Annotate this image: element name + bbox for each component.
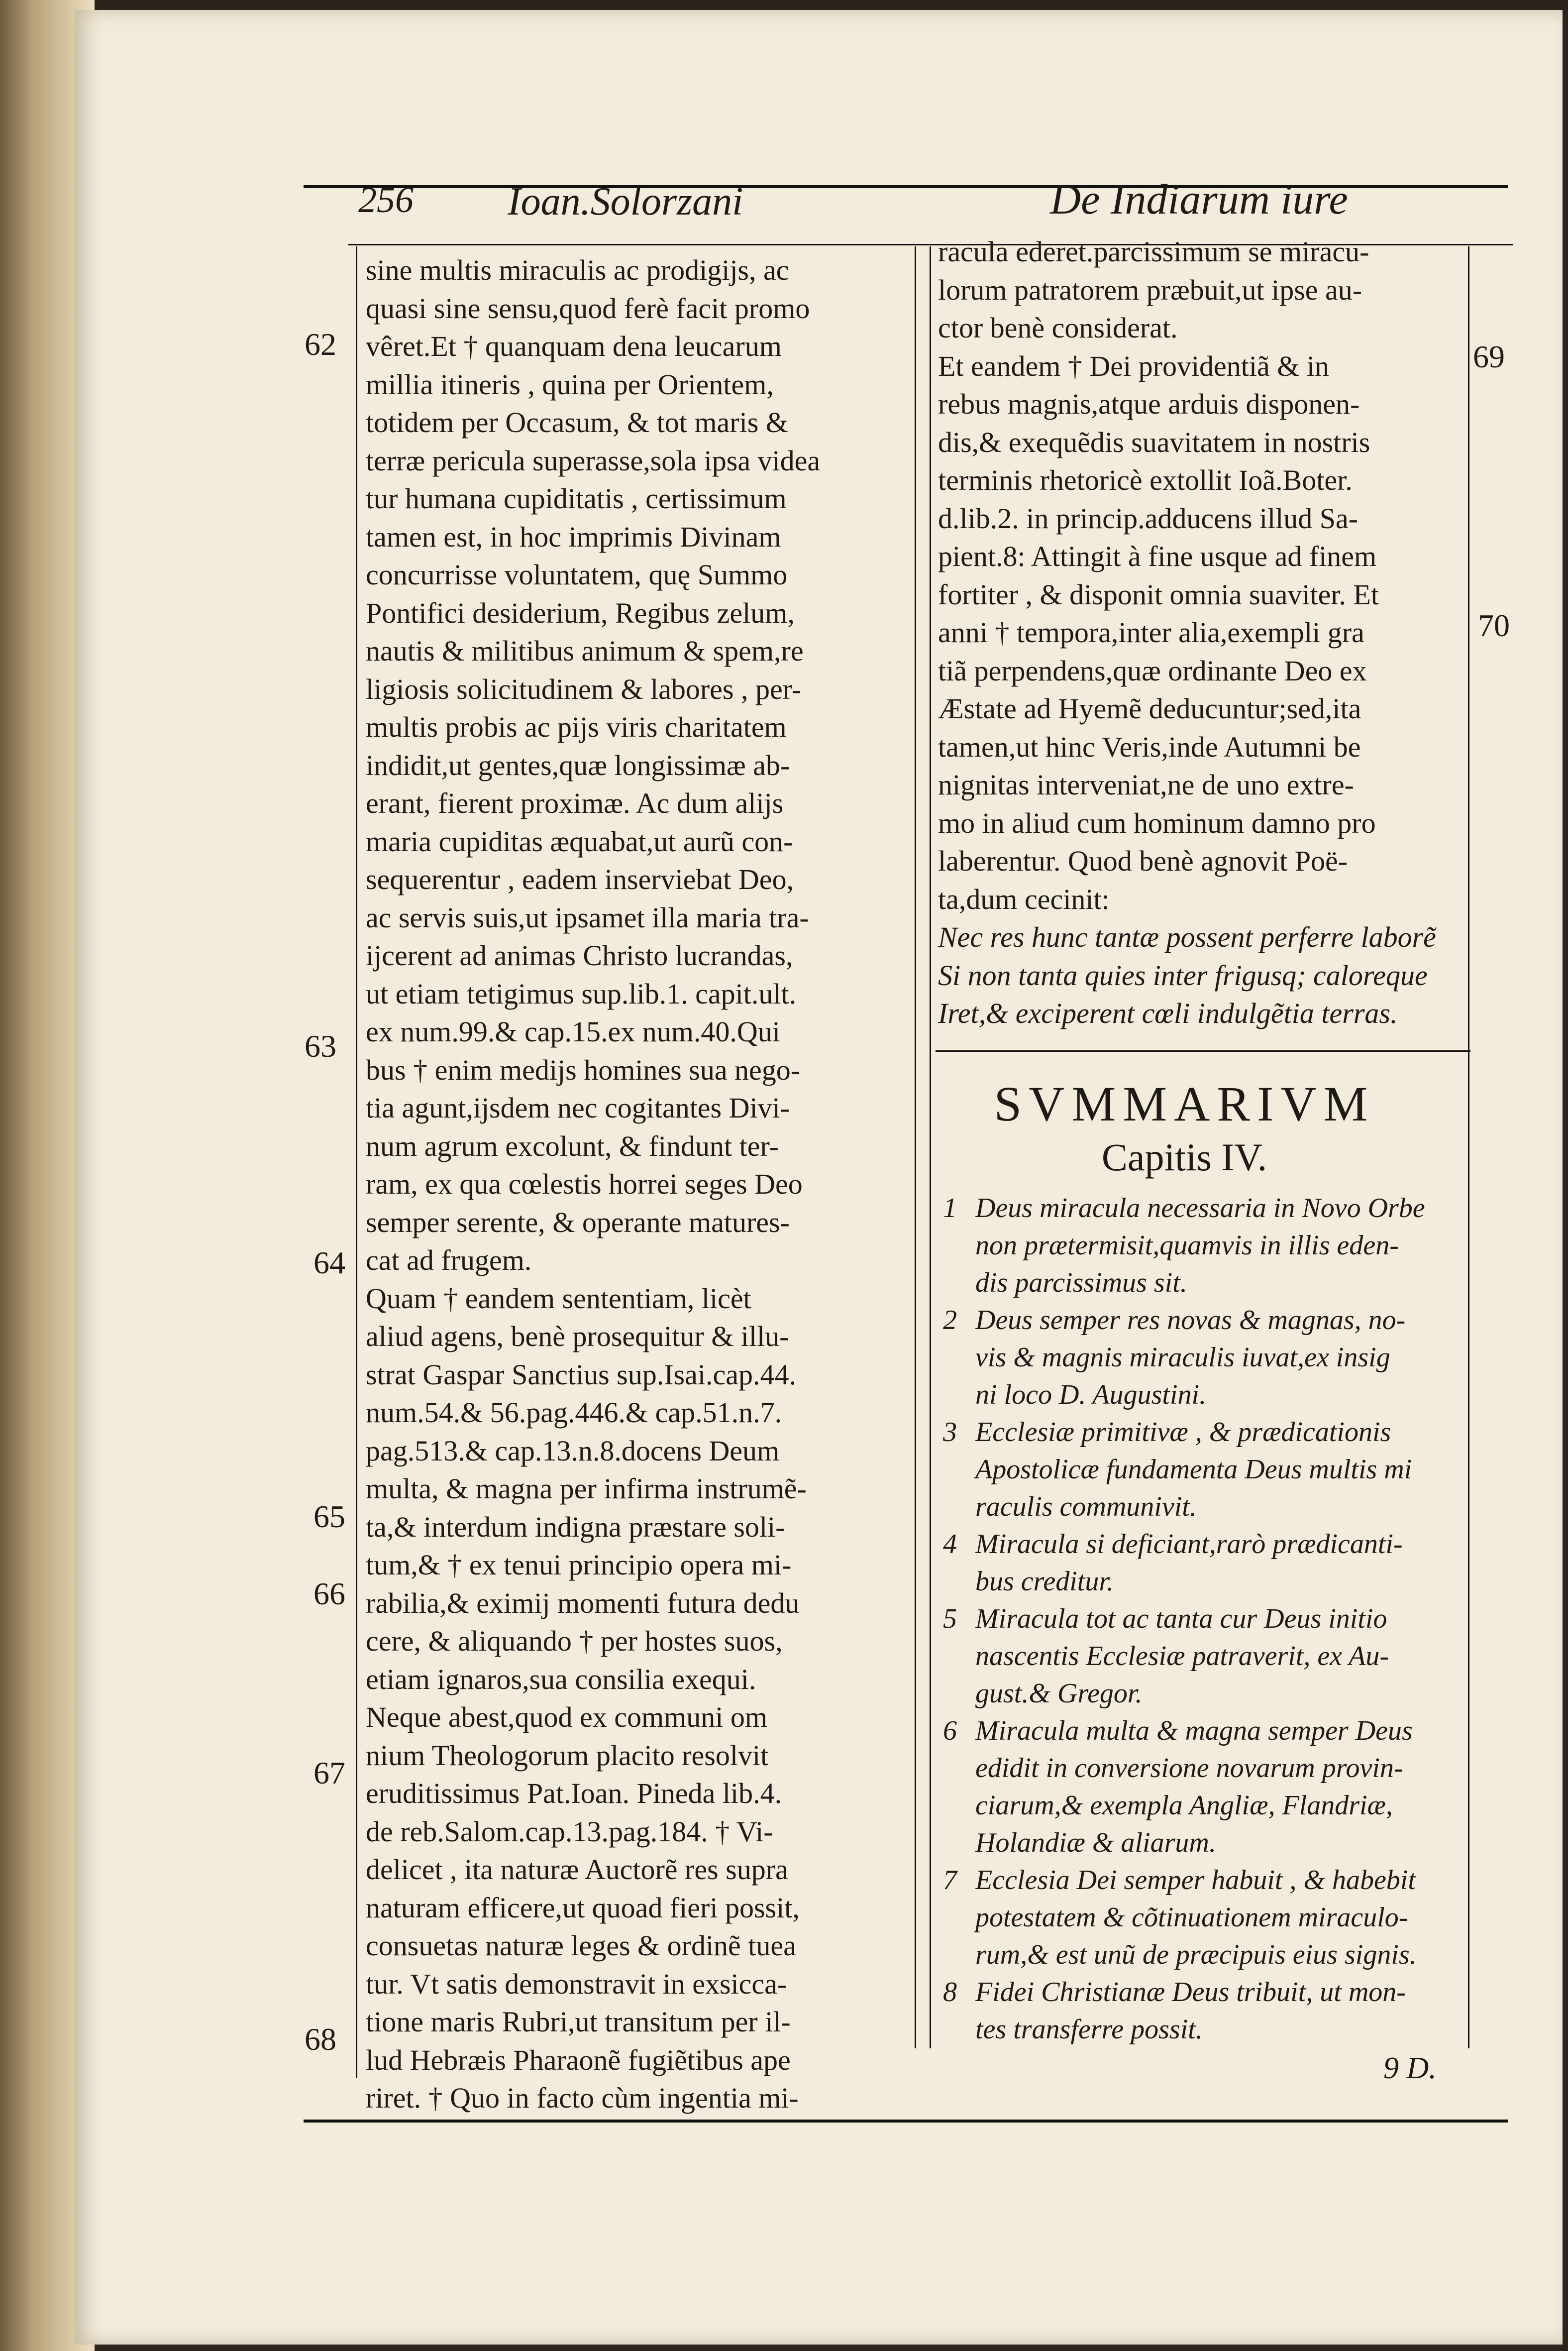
summary-line: raculis communivit. xyxy=(975,1491,1197,1522)
running-head-title: De Indiarum iure xyxy=(1050,175,1348,223)
text-line: lorum patratorem præbuit,ut ipse au- xyxy=(938,273,1362,306)
summary-line: Miracula si deficiant,rarò prædicanti- xyxy=(975,1529,1403,1560)
text-line: ctor benè considerat. xyxy=(938,312,1178,344)
text-line: tiã perpendens,quæ ordinante Deo ex xyxy=(938,654,1367,687)
margin-number: 63 xyxy=(305,1028,336,1064)
text-line: totidem per Occasum, & tot maris & xyxy=(366,406,788,439)
text-line: tamen,ut hinc Veris,inde Autumni be xyxy=(938,730,1361,763)
summary-line: ni loco D. Augustini. xyxy=(975,1379,1207,1410)
text-line: ut etiam tetigimus sup.lib.1. capit.ult. xyxy=(366,977,797,1010)
text-line: concurrisse voluntatem, quę Summo xyxy=(366,559,788,591)
right-text-column xyxy=(938,233,1436,1033)
text-line: nium Theologorum placito resolvit xyxy=(366,1739,769,1772)
text-line: ijcerent ad animas Christo lucrandas, xyxy=(366,939,793,972)
summary-item xyxy=(943,1414,1470,1526)
text-line: erant, fierent proximæ. Ac dum alijs xyxy=(366,787,784,819)
summary-title: SVMMARIVM xyxy=(994,1076,1375,1131)
bottom-rule xyxy=(304,2120,1508,2123)
summary-line: Miracula multa & magna semper Deus xyxy=(975,1715,1413,1746)
text-line: ac servis suis,ut ipsamet illa maria tra- xyxy=(366,901,809,934)
text-line: etiam ignaros,sua consilia exequi. xyxy=(366,1663,756,1695)
summary-item-text xyxy=(975,1974,1470,2048)
text-line: semper serente, & operante matures- xyxy=(366,1206,790,1238)
margin-number: 69 xyxy=(1473,339,1505,374)
text-line: Pontifici desiderium, Regibus zelum, xyxy=(366,596,795,629)
summary-item xyxy=(943,1862,1470,1974)
text-line: multa, & magna per infirma instrumẽ- xyxy=(366,1472,807,1505)
summary-item-number: 2 xyxy=(943,1305,957,1336)
margin-number: 68 xyxy=(305,2021,336,2057)
summary-item-number: 5 xyxy=(943,1603,957,1634)
summary-line: Ecclesiæ primitivæ , & prædicationis xyxy=(975,1417,1391,1448)
page-number: 256 xyxy=(358,180,414,221)
summary-item xyxy=(943,1974,1470,2048)
text-line: consuetas naturæ leges & ordinẽ tuea xyxy=(366,1929,796,1962)
text-line: dis,& exequẽdis suavitatem in nostris xyxy=(938,426,1370,458)
summary-item xyxy=(943,1712,1470,1862)
text-line: ligiosis solicitudinem & labores , per- xyxy=(366,672,802,705)
summary-item-number: 1 xyxy=(943,1193,957,1224)
text-line: Et eandem † Dei providentiã & in xyxy=(938,349,1330,382)
text-line: fortiter , & disponit omnia suaviter. Et xyxy=(938,578,1379,611)
margin-number: 65 xyxy=(314,1499,345,1534)
text-line: nautis & militibus animum & spem,re xyxy=(366,635,804,667)
text-line: bus † enim medijs homines sua nego- xyxy=(366,1053,801,1086)
summary-item-text xyxy=(975,1190,1470,1302)
summary-subtitle: Capitis IV. xyxy=(1101,1135,1267,1179)
summary-item-number: 7 xyxy=(943,1865,957,1896)
summary-item xyxy=(943,1600,1470,1712)
text-line: tur. Vt satis demonstravit in exsicca- xyxy=(366,1967,787,2000)
text-line: Si non tanta quies inter frigusq; caloreque xyxy=(938,959,1428,992)
text-line: sine multis miraculis ac prodigijs, ac xyxy=(366,254,789,286)
summary-line: nascentis Ecclesiæ patraverit, ex Au- xyxy=(975,1641,1389,1672)
text-line: eruditissimus Pat.Ioan. Pineda lib.4. xyxy=(366,1777,782,1809)
margin-number: 66 xyxy=(314,1576,345,1611)
text-line: strat Gaspar Sanctius sup.Isai.cap.44. xyxy=(366,1358,796,1391)
text-line: sequerentur , eadem inserviebat Deo, xyxy=(366,863,794,896)
summary-line: edidit in conversione novarum provin- xyxy=(975,1753,1403,1784)
summary-list xyxy=(943,1190,1470,2048)
summary-line: dis parcissimus sit. xyxy=(975,1267,1187,1298)
text-line: maria cupiditas æquabat,ut aurũ con- xyxy=(366,825,793,858)
text-line: vêret.Et † quanquam dena leucarum xyxy=(366,330,782,362)
text-line: d.lib.2. in princip.adducens illud Sa- xyxy=(938,502,1359,535)
text-line: tione maris Rubri,ut transitum per il- xyxy=(366,2006,791,2038)
text-line: tum,& † ex tenui principio opera mi- xyxy=(366,1549,792,1581)
summary-item-text xyxy=(975,1600,1470,1712)
text-line: multis probis ac pijs viris charitatem xyxy=(366,711,787,743)
summary-rule xyxy=(936,1050,1470,1052)
text-line: ta,& interdum indigna præstare soli- xyxy=(366,1510,785,1543)
text-line: millia itineris , quina per Orientem, xyxy=(366,368,774,401)
text-line: Iret,& exciperent cœli indulgẽtia terras. xyxy=(938,997,1398,1029)
text-line: riret. † Quo in facto cùm ingentia mi- xyxy=(366,2082,799,2114)
text-line: ta,dum cecinit: xyxy=(938,883,1110,915)
text-line: delicet , ita naturæ Auctorẽ res supra xyxy=(366,1853,788,1886)
summary-line: ciarum,& exempla Angliæ, Flandriæ, xyxy=(975,1790,1393,1821)
summary-line: Deus semper res novas & magnas, no- xyxy=(975,1305,1406,1336)
text-line: Quam † eandem sententiam, licèt xyxy=(366,1282,751,1315)
summary-item-text xyxy=(975,1862,1470,1974)
summary-line: Fidei Christianæ Deus tribuit, ut mon- xyxy=(975,1977,1406,2008)
summary-item-number: 8 xyxy=(943,1977,957,2008)
margin-number: 70 xyxy=(1478,608,1510,643)
text-line: ram, ex qua cœlestis horrei seges Deo xyxy=(366,1168,803,1200)
text-line: indidit,ut gentes,quæ longissimæ ab- xyxy=(366,749,790,782)
text-line: nignitas interveniat,ne de uno extre- xyxy=(938,769,1354,801)
text-line: terminis rhetoricè extollit Ioã.Boter. xyxy=(938,464,1353,496)
text-line: terræ pericula superasse,sola ipsa videa xyxy=(366,444,821,477)
text-line: de reb.Salom.cap.13.pag.184. † Vi- xyxy=(366,1815,773,1848)
text-line: rebus magnis,atque arduis disponen- xyxy=(938,388,1360,420)
text-line: pag.513.& cap.13.n.8.docens Deum xyxy=(366,1434,780,1467)
left-frame-rule xyxy=(356,246,357,2078)
text-line: num agrum excolunt, & findunt ter- xyxy=(366,1129,779,1162)
summary-line: Holandiæ & aliarum. xyxy=(975,1827,1216,1858)
text-line: anni † tempora,inter alia,exempli gra xyxy=(938,616,1364,649)
running-head-author: Ioan.Solorzani xyxy=(508,180,743,224)
summary-line: gust.& Gregor. xyxy=(975,1678,1143,1709)
text-line: laberentur. Quod benè agnovit Poë- xyxy=(938,845,1348,877)
text-line: ex num.99.& cap.15.ex num.40.Qui xyxy=(366,1015,780,1048)
summary-item-text xyxy=(975,1712,1470,1862)
summary-line: Miracula tot ac tanta cur Deus initio xyxy=(975,1603,1387,1634)
left-text-column xyxy=(366,251,820,2118)
summary-item xyxy=(943,1302,1470,1414)
text-line: num.54.& 56.pag.446.& cap.51.n.7. xyxy=(366,1396,782,1429)
summary-line: Ecclesia Dei semper habuit , & habebit xyxy=(975,1865,1416,1896)
summary-item-text xyxy=(975,1526,1470,1600)
column-divider-right xyxy=(930,246,931,2048)
summary-item-text xyxy=(975,1302,1470,1414)
summary-line: potestatem & cõtinuationem miraculo- xyxy=(975,1902,1408,1933)
text-line: naturam efficere,ut quoad fieri possit, xyxy=(366,1891,800,1924)
summary-line: Deus miracula necessaria in Novo Orbe xyxy=(975,1193,1425,1224)
summary-item-text xyxy=(975,1414,1470,1526)
column-divider-left xyxy=(915,246,916,2048)
text-line: Neque abest,quod ex communi om xyxy=(366,1701,767,1733)
summary-item-number: 3 xyxy=(943,1417,957,1448)
text-line: cere, & aliquando † per hostes suos, xyxy=(366,1625,783,1657)
summary-line: tes transferre possit. xyxy=(975,2014,1203,2045)
summary-line: non prætermisit,quamvis in illis eden- xyxy=(975,1230,1399,1261)
text-line: pient.8: Attingit à fine usque ad finem xyxy=(938,540,1377,572)
text-line: tamen est, in hoc imprimis Divinam xyxy=(366,520,781,553)
margin-number: 64 xyxy=(314,1245,345,1280)
summary-item xyxy=(943,1526,1470,1600)
text-line: tia agunt,ijsdem nec cogitantes Divi- xyxy=(366,1092,790,1124)
summary-line: Apostolicæ fundamenta Deus multis mi xyxy=(975,1454,1412,1485)
summary-item-number: 6 xyxy=(943,1715,957,1746)
summary-line: rum,& est unũ de præcipuis eius signis. xyxy=(975,1939,1417,1970)
summary-line: bus creditur. xyxy=(975,1566,1114,1597)
text-line: racula ederet.parcissimum se miracu- xyxy=(938,235,1369,268)
margin-number: 67 xyxy=(314,1755,345,1791)
summary-line: vis & magnis miraculis iuvat,ex insig xyxy=(975,1342,1390,1373)
text-line: rabilia,& eximij momenti futura dedu xyxy=(366,1586,800,1619)
text-line: tur humana cupiditatis , certissimum xyxy=(366,482,787,515)
summary-item-number: 4 xyxy=(943,1529,957,1560)
catchword: 9 D. xyxy=(1383,2051,1437,2085)
text-line: lud Hebræis Pharaonẽ fugiẽtibus ape xyxy=(366,2043,791,2076)
text-line: quasi sine sensu,quod ferè facit promo xyxy=(366,292,810,325)
text-line: Nec res hunc tantæ possent perferre laborẽ xyxy=(938,921,1436,953)
summary-item xyxy=(943,1190,1470,1302)
text-line: aliud agens, benè prosequitur & illu- xyxy=(366,1320,789,1352)
margin-number: 62 xyxy=(305,327,336,362)
text-line: mo in aliud cum hominum damno pro xyxy=(938,806,1376,839)
text-line: Æstate ad Hyemẽ deducuntur;sed,ita xyxy=(938,692,1361,725)
text-line: cat ad frugem. xyxy=(366,1244,532,1276)
